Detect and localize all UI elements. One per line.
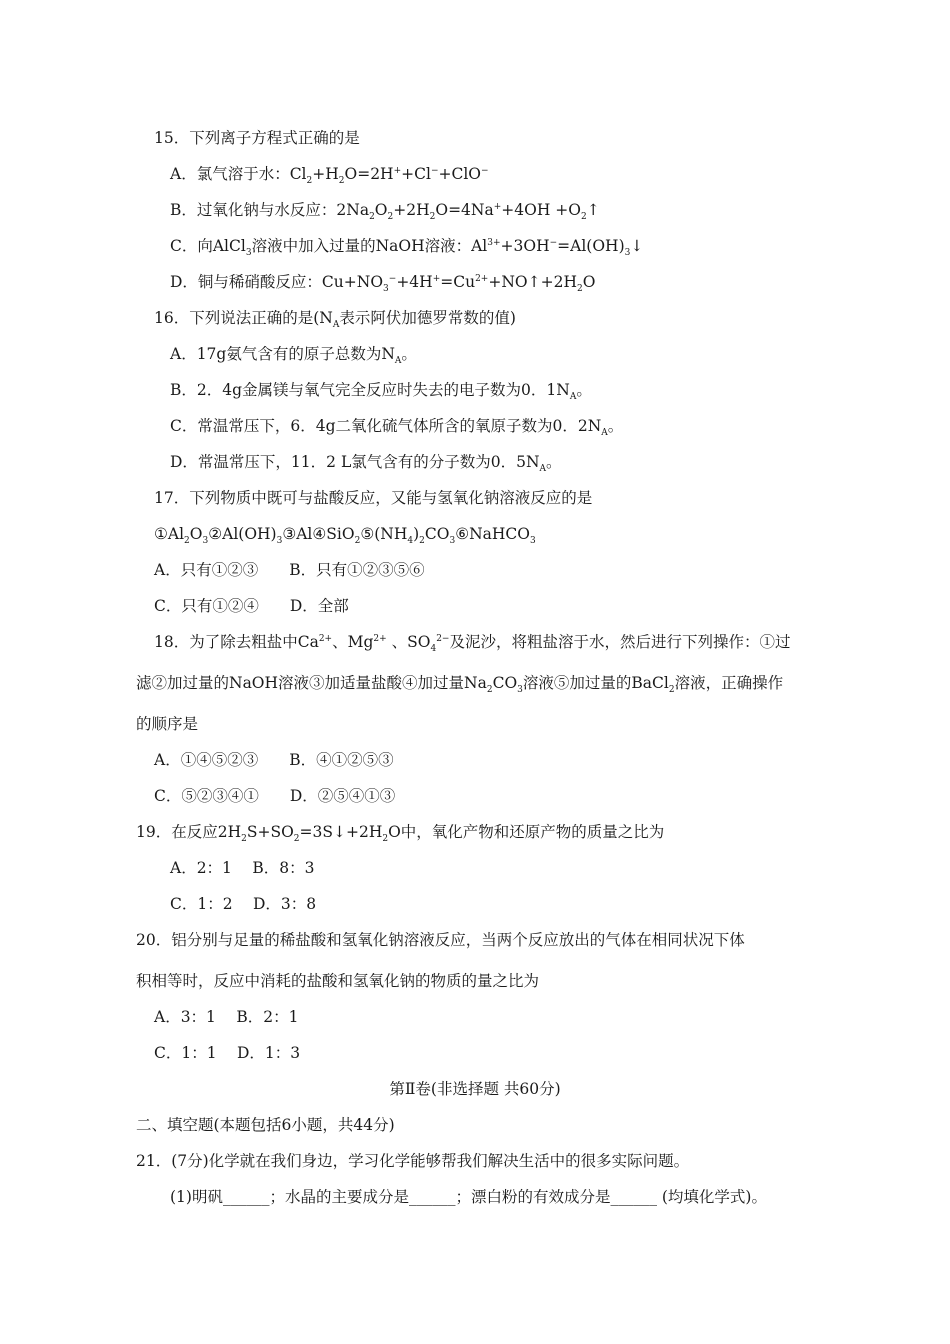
q18-stem-line2: 滤②加过量的NaOH溶液③加适量盐酸④加过量$Na_2CO_3$溶液⑤加过量的BaCl$_2$溶液，正确操作 [136, 674, 784, 696]
q20-options-ab: A．3：1 B．2：1 [154, 1008, 299, 1026]
q16-option-d: D．常温常压下，11．2 L氯气含有的分子数为0．$5N_A$。 [170, 453, 562, 475]
q19-options-cd: C．1：2 D．3：8 [170, 895, 317, 913]
q20-options-cd: C．1：1 D．1：3 [154, 1044, 301, 1062]
q17-options-ab: A．只有①②③ B．只有①②③⑤⑥ [154, 561, 425, 579]
q15-option-a: A．氯气溶于水：$Cl_2+H_2O=2H^++Cl^-+ClO^-$ [170, 165, 489, 187]
q18-options-cd: C．⑤②③④① D．②⑤④①③ [154, 787, 396, 805]
q21-stem: 21．(7分)化学就在我们身边，学习化学能够帮我们解决生活中的很多实际问题。 [136, 1152, 690, 1170]
q15-option-c: C．向AlCl$_3$溶液中加入过量的NaOH溶液：$Al^{3+}+3OH^-=Al(OH)_3↓$ [170, 237, 644, 259]
q18-options-ab: A．①④⑤②③ B．④①②⑤③ [154, 751, 394, 769]
q17-options-cd: C．只有①②④ D．全部 [154, 597, 349, 615]
q20-stem-line2: 积相等时，反应中消耗的盐酸和氢氧化钠的物质的量之比为 [136, 972, 540, 990]
section-part-heading: 二、填空题(本题包括6小题，共44分) [136, 1116, 395, 1134]
q16-option-a: A．17g氨气含有的原子总数为$N_A$。 [170, 345, 417, 367]
q16-stem: 16．下列说法正确的是($N_A$表示阿伏加德罗常数的值) [154, 309, 516, 331]
q15-option-d: D．铜与稀硝酸反应：$Cu+NO_3^-+4H^+=Cu^{2+}+NO↑+2H_2O$ [170, 273, 596, 295]
q19-stem: 19．在反应$2H_2S+SO_2=3S↓+2H_2O$中，氧化产物和还原产物的质量之比为 [136, 823, 665, 845]
section-title: 第Ⅱ卷(非选择题 共60分) [389, 1080, 561, 1098]
q19-options-ab: A．2：1 B．8：3 [170, 859, 315, 877]
q17-stem: 17．下列物质中既可与盐酸反应，又能与氢氧化钠溶液反应的是 [154, 489, 593, 507]
q15-option-b: B．过氧化钠与水反应：$2Na_2O_2+2H_2O=4Na^++4OH$ $+O_2↑$ [170, 201, 600, 223]
q18-stem-line3: 的顺序是 [136, 715, 199, 733]
q21-sub1: (1)明矾______；水晶的主要成分是______；漂白粉的有效成分是______ (均填化学式)。 [170, 1188, 767, 1206]
q18-stem-line1: 18．为了除去粗盐中$Ca^{2+}$、$Mg^{2+}$ 、$SO_4^{2-}$及泥沙，将粗盐溶于水，然后进行下列操作：①过 [154, 633, 791, 655]
q16-option-c: C．常温常压下，6．4g二氧化硫气体所含的氧原子数为0．$2N_A$。 [170, 417, 624, 439]
q15-stem: 15．下列离子方程式正确的是 [154, 129, 360, 147]
q17-substance-list: $①Al_2O_3②Al(OH)_3③Al④SiO_2⑤(NH_4)_2CO_3⑥NaHCO_3$ [154, 525, 536, 547]
q16-option-b: B．2．4g金属镁与氧气完全反应时失去的电子数为0．$1N_A$。 [170, 381, 592, 403]
q20-stem-line1: 20．铝分别与足量的稀盐酸和氢氧化钠溶液反应，当两个反应放出的气体在相同状况下体 [136, 931, 745, 949]
